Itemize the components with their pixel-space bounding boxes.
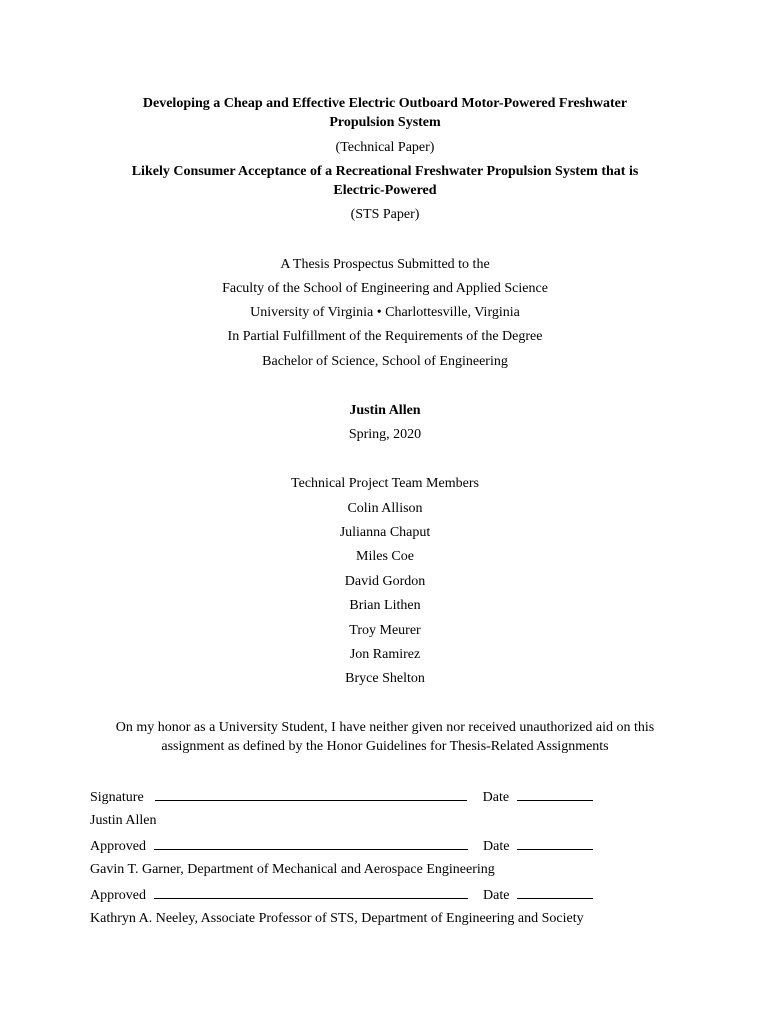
date-label: Date [483,888,510,903]
prospectus-line1: A Thesis Prospectus Submitted to the [280,257,490,272]
approval-row [90,886,593,905]
team-member: David Gordon [344,574,426,589]
approved-label: Approved [90,839,146,854]
prospectus-line2: Faculty of the School of Engineering and Applied Science [222,281,548,296]
sts-paper-label: (STS Paper) [350,207,420,222]
sts-title-line2: Electric-Powered [333,183,437,198]
prospectus-line4: In Partial Fulfillment of the Requirements of the Degree [227,329,543,344]
team-heading: Technical Project Team Members [291,476,479,491]
team-member: Julianna Chaput [339,525,431,540]
team-member: Troy Meurer [349,623,421,638]
signature-row [90,788,593,807]
signer-name: Justin Allen [90,813,157,828]
date-label: Date [483,839,510,854]
prospectus-line5: Bachelor of Science, School of Engineering [262,354,508,369]
date-line[interactable] [517,886,593,899]
signature-label: Signature [90,790,144,805]
date-label: Date [482,790,510,805]
date-line[interactable] [517,788,593,801]
prospectus-line3: University of Virginia • Charlottesville, Virginia [250,305,520,320]
honor-pledge-line2: assignment as defined by the Honor Guidelines for Thesis-Related Assignments [161,739,609,754]
approval-signature-line[interactable] [154,886,468,899]
sts-title-line1: Likely Consumer Acceptance of a Recreational Freshwater Propulsion System that is [131,164,639,179]
team-member: Bryce Shelton [345,671,425,686]
approval-row [90,837,593,856]
honor-pledge-line1: On my honor as a University Student, I have neither given nor received unauthorized aid on this [115,720,655,735]
approval-signature-line[interactable] [154,837,468,850]
team-member: Brian Lithen [349,598,421,613]
date-line[interactable] [517,837,593,850]
approver-name: Kathryn A. Neeley, Associate Professor of STS, Department of Engineering and Society [90,911,584,926]
team-member: Jon Ramirez [349,647,421,662]
technical-title-line2: Propulsion System [329,115,441,130]
author-name: Justin Allen [349,403,421,418]
technical-title-line1: Developing a Cheap and Effective Electric Outboard Motor-Powered Freshwater [142,96,628,111]
term: Spring, 2020 [348,427,422,442]
approved-label: Approved [90,888,146,903]
technical-paper-label: (Technical Paper) [335,140,435,155]
signature-line[interactable] [155,788,467,801]
team-member: Colin Allison [347,501,423,516]
approver-name: Gavin T. Garner, Department of Mechanical and Aerospace Engineering [90,862,495,877]
team-member: Miles Coe [356,549,414,564]
